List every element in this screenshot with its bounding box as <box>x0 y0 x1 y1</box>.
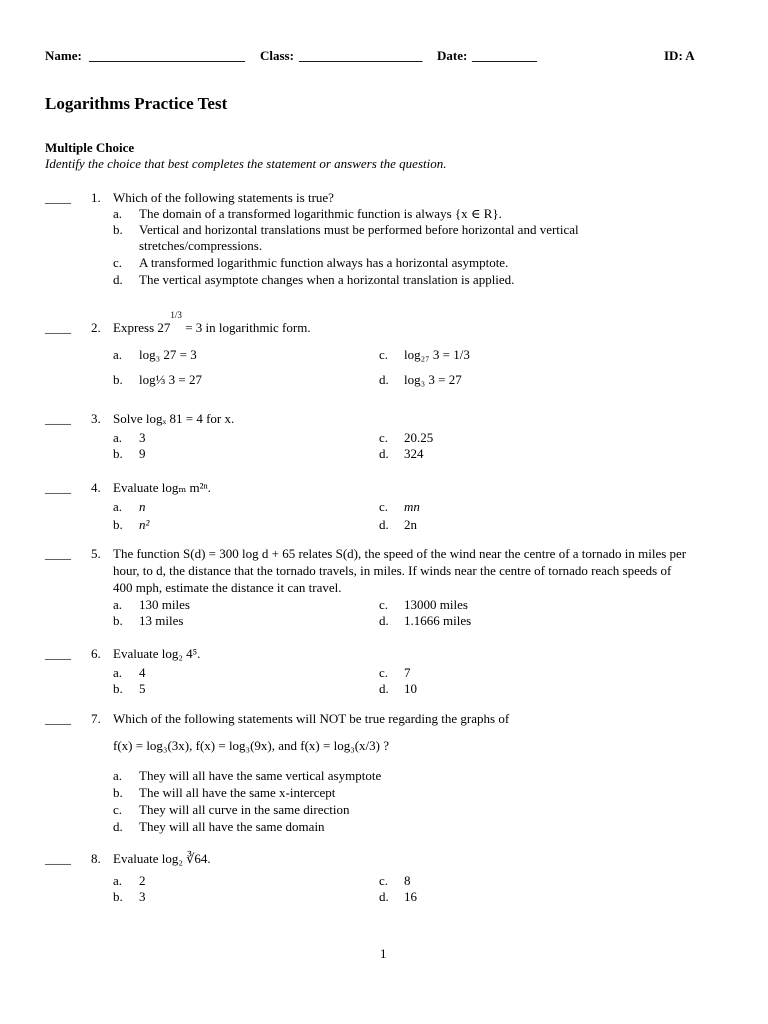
question-number: 1. <box>91 190 101 205</box>
option-letter: c. <box>379 873 389 888</box>
date-label: Date: <box>437 48 468 63</box>
option-text: They will all have the same vertical asymptote <box>139 768 382 783</box>
option-letter: d. <box>113 272 123 287</box>
option-letter: b. <box>113 681 123 696</box>
option-text-cont: stretches/compressions. <box>139 238 263 253</box>
name-blank[interactable]: ________________________ <box>89 48 245 63</box>
section-heading: Multiple Choice <box>45 140 135 155</box>
class-label: Class: <box>260 48 294 63</box>
answer-blank-6[interactable]: ____ <box>45 646 71 661</box>
option-text: 7 <box>404 665 411 680</box>
option-letter: a. <box>113 873 123 888</box>
answer-blank-3[interactable]: ____ <box>45 411 71 426</box>
question-number: 7. <box>91 711 101 726</box>
answer-blank-1[interactable]: ____ <box>45 190 71 205</box>
option-letter: a. <box>113 665 123 680</box>
question-text: Solve logₓ 81 = 4 for x. <box>113 411 235 426</box>
option-letter: a. <box>113 499 123 514</box>
question-number: 6. <box>91 646 101 661</box>
option-letter: a. <box>113 206 123 221</box>
option-text: 16 <box>404 889 417 904</box>
option-letter: c. <box>113 255 123 270</box>
option-letter: d. <box>379 517 389 532</box>
option-text: 2n <box>404 517 417 532</box>
option-letter: d. <box>379 681 389 696</box>
option-letter: b. <box>113 785 123 800</box>
option-text: n <box>139 499 146 514</box>
section-instructions: Identify the choice that best completes the statement or answers the question. <box>45 156 447 171</box>
option-text: 3 <box>139 430 146 445</box>
id-label: ID: A <box>664 48 695 63</box>
question-number: 4. <box>91 480 101 495</box>
exponent: 1/3 <box>170 310 182 320</box>
question-formula: f(x) = log₃(3x), f(x) = log₃(9x), and f(x) = log₃(x/3) ? <box>113 738 390 753</box>
option-letter: b. <box>113 222 123 237</box>
option-text: Vertical and horizontal translations must be performed before horizontal and vertical <box>139 222 579 237</box>
option-letter: c. <box>379 665 389 680</box>
name-label: Name: <box>45 48 82 63</box>
question-text: Evaluate logₘ m²ⁿ. <box>113 480 211 495</box>
option-letter: a. <box>113 768 123 783</box>
option-text: 13000 miles <box>404 597 468 612</box>
question-text-line: 400 mph, estimate the distance it can travel. <box>113 580 342 595</box>
question-text-line: The function S(d) = 300 log d + 65 relates S(d), the speed of the wind near the centre of a tornado in miles per <box>113 546 687 561</box>
option-text: 5 <box>139 681 146 696</box>
question-text: Express $27^{1/3} = 3$ in logarithmic form. <box>113 310 311 335</box>
option-text: 9 <box>139 446 146 461</box>
option-letter: c. <box>379 430 389 445</box>
option-text: 130 miles <box>139 597 190 612</box>
question-number: 3. <box>91 411 101 426</box>
page-title: Logarithms Practice Test <box>45 94 228 113</box>
option-text: 13 miles <box>139 613 184 628</box>
option-letter: d. <box>379 446 389 461</box>
option-letter: c. <box>113 802 123 817</box>
option-letter: b. <box>113 446 123 461</box>
answer-blank-2[interactable]: ____ <box>45 320 71 335</box>
option-text: mn <box>404 499 420 514</box>
option-text: 3 <box>139 889 146 904</box>
option-letter: c. <box>379 499 389 514</box>
option-letter: d. <box>379 889 389 904</box>
question-number: 5. <box>91 546 101 561</box>
answer-blank-4[interactable]: ____ <box>45 480 71 495</box>
option-text: 4 <box>139 665 146 680</box>
option-letter: b. <box>113 517 123 532</box>
option-letter: b. <box>113 613 123 628</box>
option-text: n² <box>139 517 150 532</box>
option-text: 8 <box>404 873 411 888</box>
option-letter: c. <box>379 597 389 612</box>
option-text: log⅓ 3 = 27 <box>139 372 202 387</box>
page-number: 1 <box>380 946 387 961</box>
option-text: log₃ 27 = 3 <box>139 347 197 362</box>
answer-blank-8[interactable]: ____ <box>45 851 71 866</box>
option-letter: c. <box>379 347 389 362</box>
option-text: 1.1666 miles <box>404 613 472 628</box>
option-letter: b. <box>113 372 123 387</box>
option-text: 324 <box>404 446 424 461</box>
question-text: Which of the following statements will NOT be true regarding the graphs of <box>113 711 510 726</box>
option-text: log₃ 3 = 27 <box>404 372 462 387</box>
option-letter: d. <box>379 613 389 628</box>
option-letter: a. <box>113 430 123 445</box>
option-text: They will all curve in the same direction <box>139 802 350 817</box>
question-text-line: hour, to d, the distance that the tornado travels, in miles. If winds near the centre of tornado reach speeds of <box>113 563 672 578</box>
option-text: A transformed logarithmic function always has a horizontal asymptote. <box>139 255 509 270</box>
option-text: They will all have the same domain <box>139 819 325 834</box>
question-text: Evaluate log₂ ∛64. <box>113 851 211 866</box>
option-text: The domain of a transformed logarithmic function is always {x ∈ R}. <box>139 206 502 221</box>
option-letter: a. <box>113 347 123 362</box>
class-blank[interactable]: ___________________ <box>299 48 423 63</box>
question-text: Which of the following statements is true? <box>113 190 334 205</box>
option-text: The will all have the same x-intercept <box>139 785 336 800</box>
option-letter: d. <box>379 372 389 387</box>
question-text: Evaluate log₂ 4⁵. <box>113 646 201 661</box>
option-text: 2 <box>139 873 146 888</box>
option-text: The vertical asymptote changes when a horizontal translation is applied. <box>139 272 515 287</box>
option-letter: a. <box>113 597 123 612</box>
question-number: 2. <box>91 320 101 335</box>
question-number: 8. <box>91 851 101 866</box>
option-text: 20.25 <box>404 430 434 445</box>
answer-blank-7[interactable]: ____ <box>45 711 71 726</box>
option-text: log₂₇ 3 = 1/3 <box>404 347 470 362</box>
answer-blank-5[interactable]: ____ <box>45 546 71 561</box>
option-letter: b. <box>113 889 123 904</box>
date-blank[interactable]: __________ <box>472 48 537 63</box>
option-letter: d. <box>113 819 123 834</box>
option-text: 10 <box>404 681 417 696</box>
